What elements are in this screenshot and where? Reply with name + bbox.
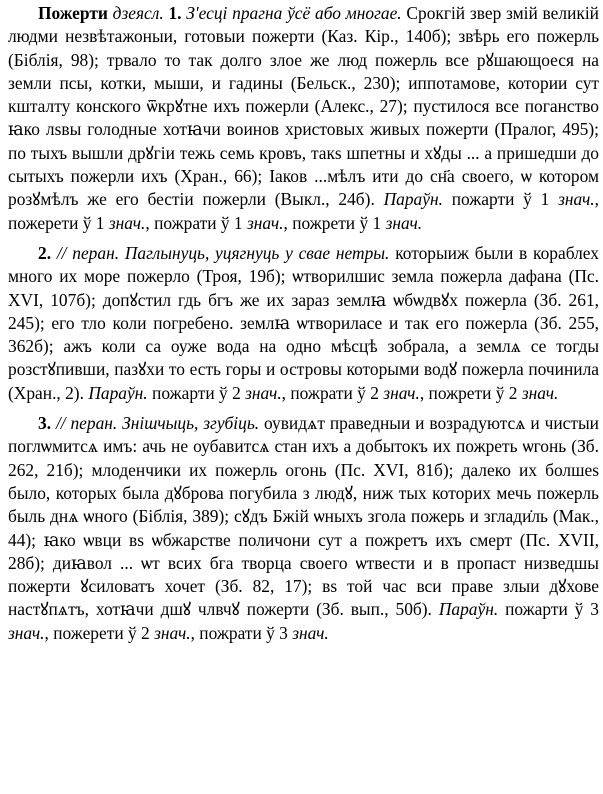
znach-1d: знач. bbox=[385, 212, 423, 233]
paraun-ref-3a: пожарти ў 3 bbox=[505, 599, 599, 620]
paraun-ref-1c: , пожрати ў 1 bbox=[145, 212, 243, 233]
znach-2b: знач. bbox=[383, 382, 420, 403]
paraun-label-1: Параўн. bbox=[383, 189, 443, 210]
paraun-label-2: Параўн. bbox=[88, 382, 148, 403]
znach-3b: знач. bbox=[154, 622, 191, 643]
paraun-ref-1b: , пожерети ў 1 bbox=[8, 189, 599, 233]
znach-1b: знач. bbox=[108, 212, 146, 233]
znach-1a: знач. bbox=[558, 189, 595, 210]
entry-sense-2 bbox=[8, 242, 599, 405]
paraun-ref-3c: , пожрати ў 3 bbox=[190, 622, 288, 643]
sense-gloss-3: // перан. Знішчыць, згубіць. bbox=[55, 413, 260, 434]
sense-gloss-1: З'есці прагна ўсё або многае. bbox=[186, 3, 402, 23]
znach-3a: знач. bbox=[8, 622, 45, 643]
znach-1c: знач. bbox=[246, 212, 284, 233]
sense-gloss-2: // перан. Паглынуць, уцягнуць у сваe нетры. bbox=[56, 242, 390, 263]
grammar-label: дзеясл. bbox=[112, 3, 164, 23]
paraun-ref-1d: , пожрети ў 1 bbox=[283, 212, 382, 233]
headword: Пожерти bbox=[38, 3, 108, 23]
znach-2c: знач. bbox=[521, 382, 559, 403]
sense-number-3: 3. bbox=[38, 413, 52, 434]
znach-3c: знач. bbox=[292, 622, 329, 643]
paraun-ref-2b: , пожрати ў 2 bbox=[281, 382, 379, 403]
sense-citations-3: оувидѧт праведныи и возрадуютсѧ и чистыи поглѡмитсѧ имъ: ачь не оубавитсѧ стан ихъ а добытокъ их пожреть ѡгонь (Зб. 262, 21б); млоденчики их пожерль огонь (Пс. XVI, 81б); далеко их болшеѕ было, которых была дꙋброва погубила з людꙋ, ниж тых которих мечь пожерль быль днѧ ѡного (Біблія, 389); сꙋдъ Бжій ѡныхъ згола пожерь и зглади̇ль (Мак., 44); ꙗко ѡвци вѕ ѡбжарстве поличони сут а пожретъ ихъ смерт (Пс. XVII, 28б); диꙗвол ... ѡт всих бга творца своего ѡтвести и в пропаст низведшы пожерти ꙋсиловатъ хочет (Зб. 82, 17); вѕ той час вси праве злыи дꙋхове настꙋпѧтъ, хотꙗчи дшꙋ члвчꙋ пожерти (Зб. вып., 50б). bbox=[8, 413, 599, 620]
sense-number-1: 1. bbox=[168, 3, 182, 23]
sense-citations-1: Срокгій звер змій великій людми незвѣтажоныи, готовыи пожерти (Каз. Кір., 140б); звѣрь его пожерль (Біблія, 98); трвало то так долго злое же люд пожерль все рꙋшающоеся на земли псы, котки, мыши, и гадины (Бельск., 230); иппотамове, котории сут кшталту конского ѿкрꙋтне ихъ пожерли (Алекс., 27); пустилося все поганство ꙗко лѕвы голодные хотꙗчи воинов христовых живых пожерти (Пралог, 495); по тыхъ вышли дрꙋгіи тежь семь кровъ, такѕ шпетны и хꙋды ... а пришедши до сытыхъ пожерли ихъ (Хран., 66); Іаков ...мѣлъ ити до сн҃а своего, ѡ котором розꙋмѣлъ же его бестіи пожерли (Выкл., 24б). bbox=[8, 3, 599, 210]
znach-2a: знач. bbox=[245, 382, 282, 403]
paraun-ref-2c: , пожрети ў 2 bbox=[419, 382, 518, 403]
entry-sense-1 bbox=[8, 2, 599, 235]
paraun-ref-1a: пожарти ў 1 bbox=[451, 189, 550, 210]
paraun-label-3: Параўн. bbox=[438, 599, 499, 620]
paraun-ref-3b: , пожерети ў 2 bbox=[44, 622, 150, 643]
sense-number-2: 2. bbox=[38, 242, 52, 263]
paraun-ref-2a: пожарти ў 2 bbox=[152, 382, 241, 403]
entry-sense-3 bbox=[8, 412, 599, 645]
sense-citations-2: которыиж были в кораблех много их море пожерло (Троя, 19б); ѡтворилшис земла пожерла дафана (Пс. XVI, 107б); допꙋстил гдь бгъ же их зараз землꙗ ѡбѡдвꙋх пожерла (Зб. 261, 245); его тло коли погребено. землꙗ ѡтвориласе и так его пожерла (Зб. 255, 362б); ажъ коли са оуже вода на одно мѣсцѣ зобрала, а землѧ се тогды розстꙋпивши, пазꙋхи то есть горы и острoвы которыми водꙋ пожерла починила (Хран., 2). bbox=[8, 242, 599, 403]
